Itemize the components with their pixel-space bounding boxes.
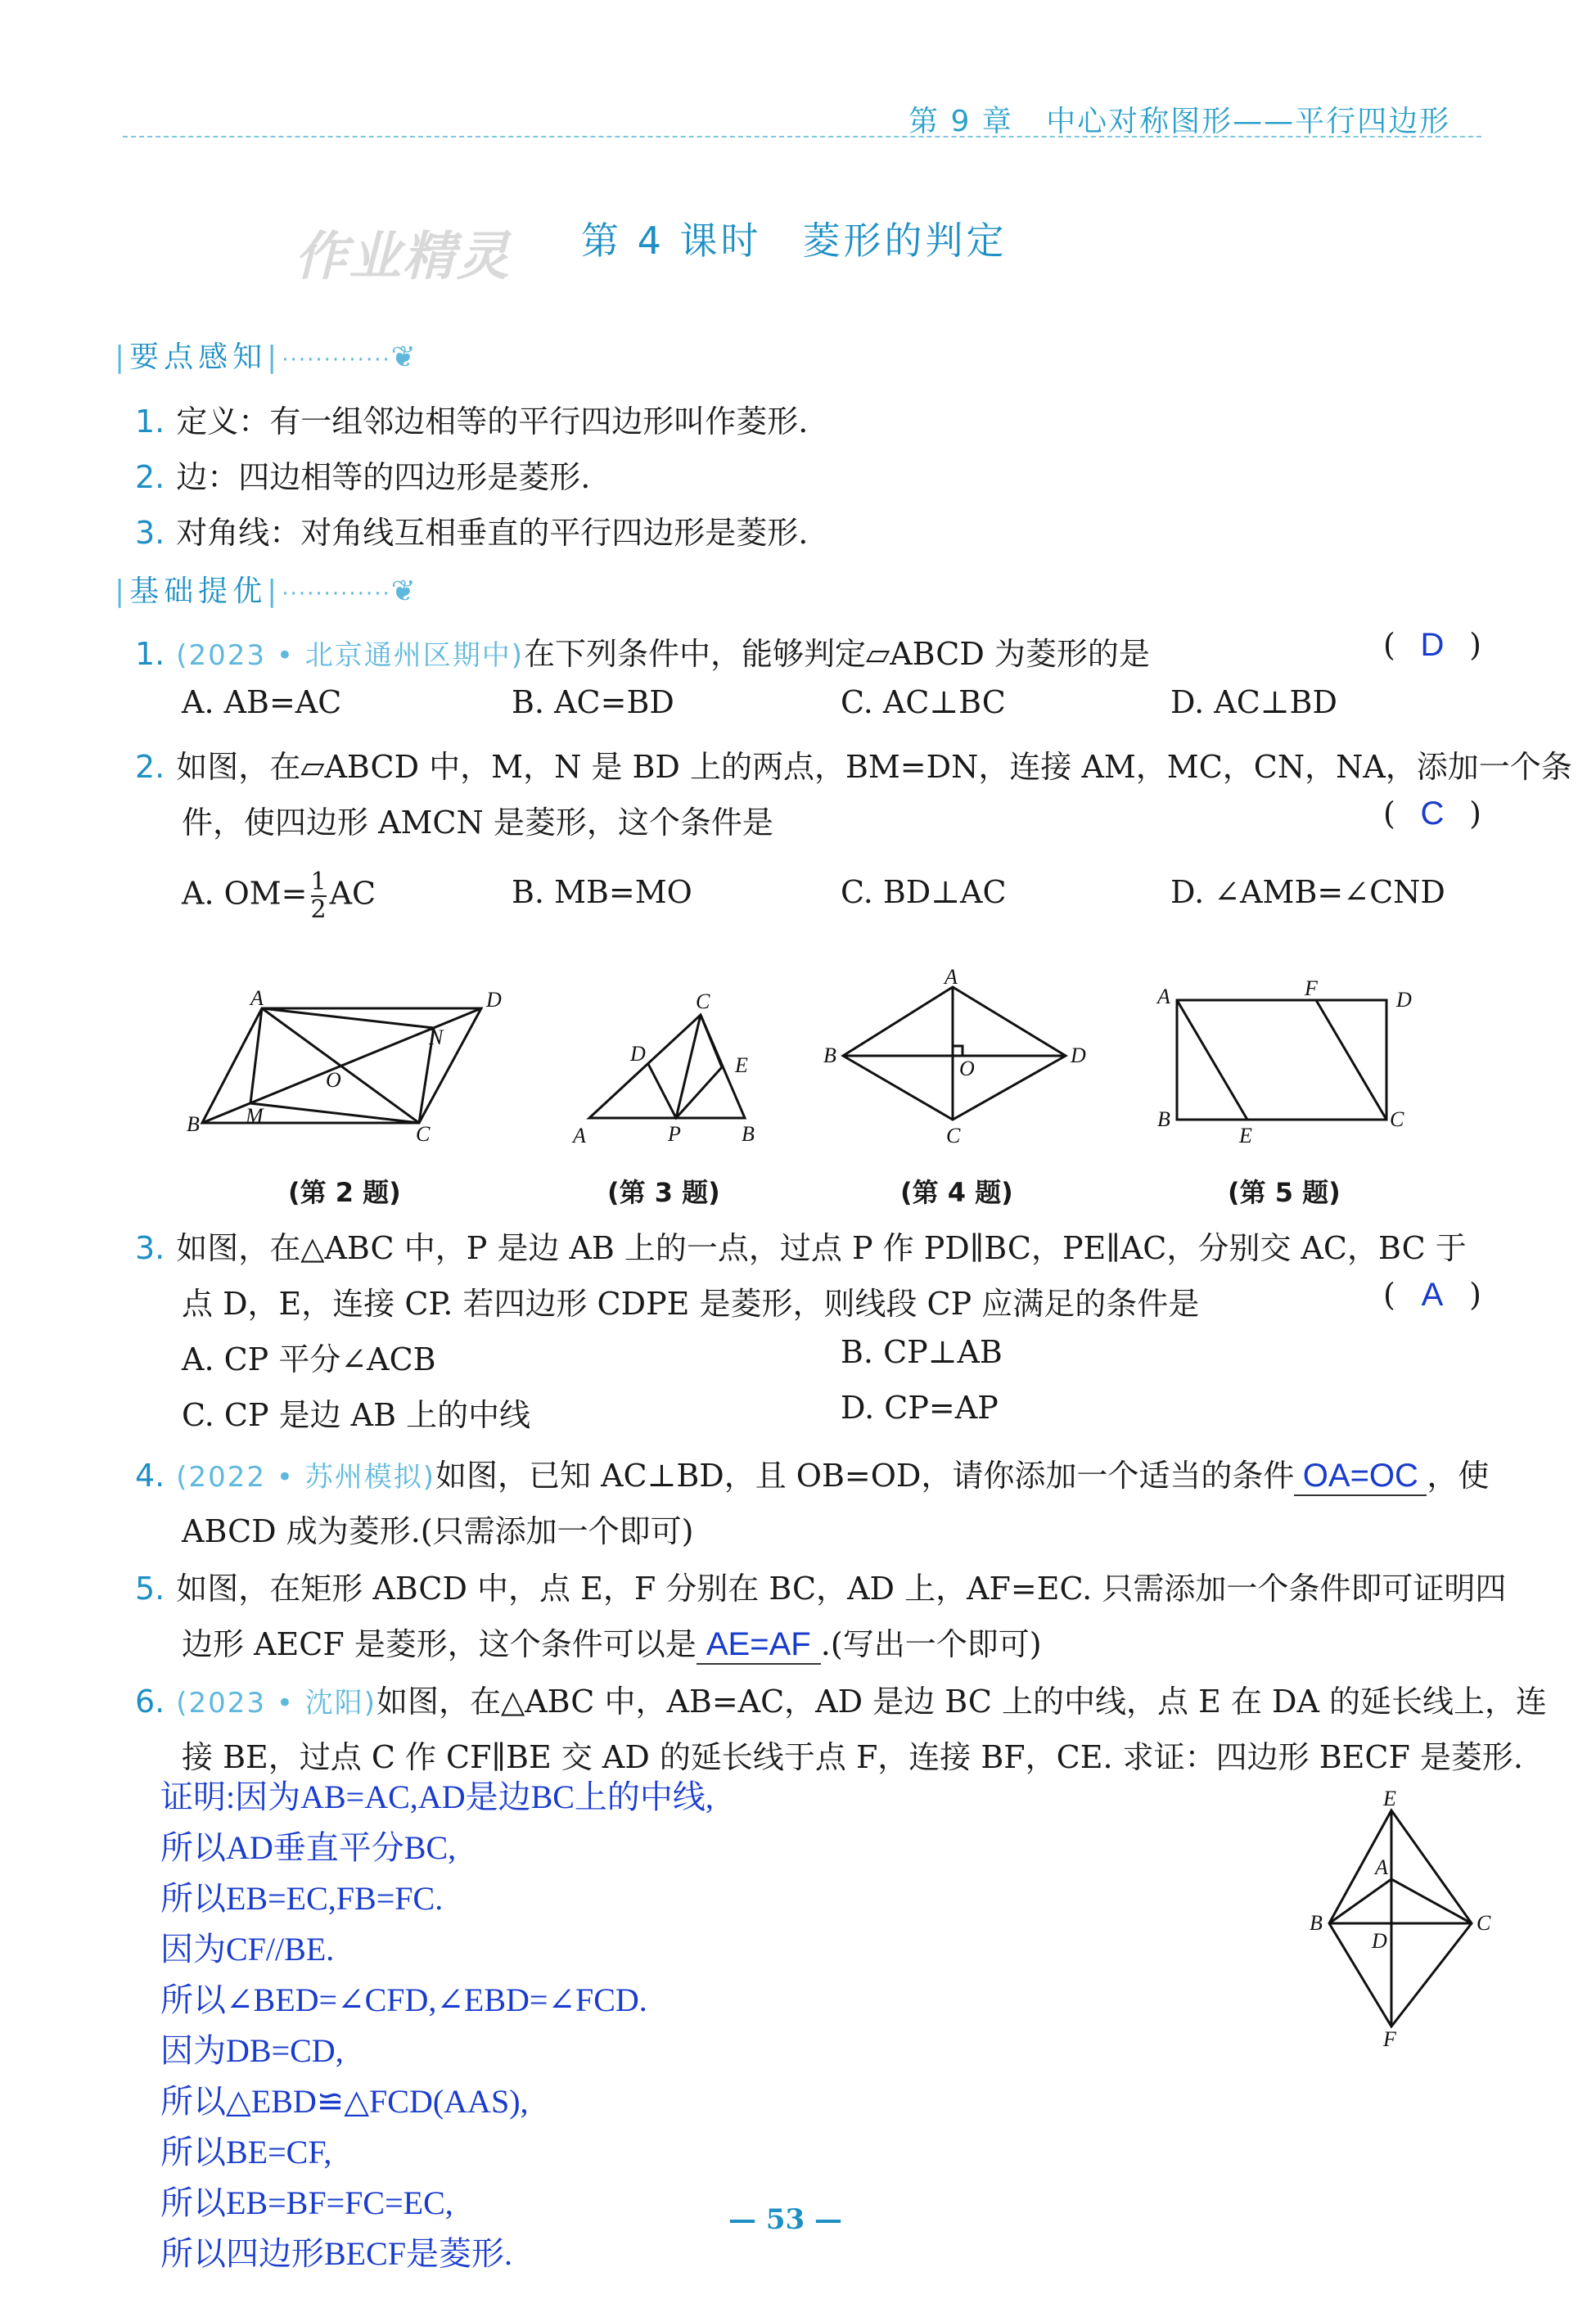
- fig4-right-angle-mark: [953, 1046, 963, 1056]
- proof-line-9: 所以EB=BF=FC=EC,: [160, 2184, 453, 2221]
- fig4-rhombus: [843, 987, 1066, 1120]
- answer-q3: A: [1421, 1277, 1444, 1313]
- fig5-label-f: F: [1305, 976, 1318, 1000]
- watermark-logo: 作业精灵: [295, 227, 511, 287]
- proof-line-1: 证明:因为AB=AC,AD是边BC上的中线,: [160, 1778, 714, 1815]
- q1-option-d: D. AC⊥BD: [1170, 684, 1337, 720]
- sparkle-icon: ❦: [390, 340, 421, 374]
- proof-line-8: 所以BE=CF,: [160, 2134, 332, 2171]
- section-basics: |基础提优|·············❦: [115, 575, 421, 608]
- fig2-label-n: N: [429, 1026, 444, 1049]
- q2-option-a: A. OM= $\frac{1}{2}$ AC: [182, 868, 376, 924]
- question-5: 5. 如图，在矩形 ABCD 中，点 E，F 分别在 BC，AD 上，AF=EC. 只需添加一个条件即可证明四: [135, 1571, 1507, 1607]
- q2-option-d: D. ∠AMB=∠CND: [1170, 874, 1445, 910]
- fig4-label-a: A: [945, 965, 958, 989]
- sparkle-icon: ❦: [390, 575, 421, 608]
- question-5-cont: 边形 AECF 是菱形，这个条件可以是 AE=AF .(写出一个即可): [182, 1619, 1042, 1665]
- fig4-label-d: D: [1071, 1044, 1086, 1067]
- fig5-rectangle: [1177, 1000, 1386, 1120]
- fig6-label-d: D: [1372, 1929, 1387, 1953]
- figure-6: [1293, 1784, 1506, 2062]
- q3-option-a: A. CP 平分∠ACB: [182, 1341, 436, 1377]
- fig4-label-b: B: [823, 1044, 836, 1067]
- section-key-points-label: 要点感知: [129, 340, 268, 374]
- lesson-number: 第 4 课时: [581, 219, 762, 263]
- fig3-label-d: D: [630, 1042, 646, 1066]
- key-point-1: 1. 定义：有一组邻边相等的平行四边形叫作菱形.: [135, 403, 809, 440]
- lesson-topic: 菱形的判定: [802, 219, 1008, 263]
- q2-option-c: C. BD⊥AC: [841, 874, 1007, 910]
- fig5-label-d: D: [1396, 988, 1412, 1012]
- q1-option-c: C. AC⊥BC: [841, 684, 1006, 720]
- question-source: (2022 • 苏州模拟): [176, 1461, 435, 1494]
- question-3-cont: 点 D，E，连接 CP. 若四边形 CDPE 是菱形，则线段 CP 应满足的条件是: [182, 1286, 1200, 1322]
- section-basics-label: 基础提优: [129, 575, 268, 608]
- caption-fig3: (第 3 题): [607, 1177, 720, 1208]
- fig4-label-c: C: [946, 1124, 961, 1147]
- fig5-label-b: B: [1157, 1107, 1170, 1131]
- figure-3: [589, 1015, 745, 1118]
- q1-option-a: A. AB=AC: [182, 684, 342, 720]
- page-number: — 53 —: [728, 2203, 842, 2236]
- fig2-label-o: O: [326, 1068, 341, 1092]
- fig6-label-e: E: [1383, 1787, 1396, 1810]
- figure-5: [1177, 1000, 1386, 1120]
- answer-q4: OA=OC: [1302, 1458, 1418, 1494]
- proof-line-5: 所以∠BED=∠CFD,∠EBD=∠FCD.: [160, 1981, 647, 2018]
- fig3-segment-cp: [676, 1015, 701, 1118]
- fig5-label-e: E: [1239, 1124, 1252, 1147]
- fig2-label-a: A: [250, 986, 264, 1010]
- proof-line-7: 所以△EBD≌△FCD(AAS),: [160, 2083, 529, 2120]
- fig5-label-a: A: [1157, 985, 1170, 1008]
- proof-line-2: 所以AD垂直平分BC,: [160, 1829, 457, 1866]
- q3-option-c: C. CP 是边 AB 上的中线: [182, 1397, 531, 1433]
- question-4: 4. (2022 • 苏州模拟)如图，已知 AC⊥BD，且 OB=OD，请你添加一个适当的条件 OA=OC ，使: [135, 1450, 1489, 1496]
- fig2-label-c: C: [416, 1122, 431, 1146]
- fig6-label-a: A: [1375, 1855, 1388, 1879]
- answer-bracket-1: ( D ): [1383, 627, 1481, 663]
- caption-fig4: (第 4 题): [900, 1177, 1013, 1208]
- fig5-segment-ae: [1177, 1000, 1247, 1120]
- answer-bracket-2: ( C ): [1383, 796, 1481, 832]
- caption-fig5: (第 5 题): [1228, 1177, 1341, 1208]
- fig5-segment-fc: [1316, 1000, 1386, 1120]
- fig3-label-a: A: [573, 1124, 586, 1147]
- q3-option-d: D. CP=AP: [841, 1390, 999, 1426]
- chapter-label: 第 9 章: [908, 105, 1013, 138]
- question-6: 6. (2023 • 沈阳)如图，在△ABC 中，AB=AC，AD 是边 BC 上的中线，点 E 在 DA 的延长线上，连: [135, 1684, 1547, 1720]
- fig2-label-d: D: [486, 988, 502, 1012]
- fig5-label-c: C: [1390, 1107, 1404, 1131]
- question-source: (2023 • 北京通州区期中): [176, 639, 524, 672]
- fig2-label-b: B: [187, 1112, 200, 1136]
- proof-line-3: 所以EB=EC,FB=FC.: [160, 1880, 444, 1917]
- caption-fig2: (第 2 题): [288, 1177, 401, 1208]
- answer-q5: AE=AF: [706, 1626, 811, 1662]
- question-source: (2023 • 沈阳): [176, 1687, 376, 1720]
- question-1: 1. (2023 • 北京通州区期中)在下列条件中，能够判定▱ABCD 为菱形的是: [135, 636, 1150, 672]
- q2-option-b: B. MB=MO: [512, 874, 692, 910]
- q1-option-b: B. AC=BD: [512, 684, 674, 720]
- fig6-label-c: C: [1477, 1911, 1491, 1935]
- fig6-label-b: B: [1310, 1911, 1323, 1935]
- chapter-title: 中心对称图形——平行四边形: [1046, 105, 1451, 138]
- question-4-cont: ABCD 成为菱形.(只需添加一个即可): [182, 1513, 694, 1549]
- fig6-label-f: F: [1383, 2027, 1396, 2051]
- answer-q2: C: [1420, 796, 1445, 832]
- proof-line-4: 因为CF//BE.: [160, 1931, 335, 1968]
- q3-option-b: B. CP⊥AB: [841, 1334, 1003, 1370]
- question-3: 3. 如图，在△ABC 中，P 是边 AB 上的一点，过点 P 作 PD∥BC，PE∥AC，分别交 AC，BC 于: [135, 1230, 1467, 1266]
- fig3-label-b: B: [742, 1122, 755, 1146]
- fig6-rhombus-becf: [1329, 1810, 1472, 2026]
- fig2-label-m: M: [246, 1104, 264, 1128]
- answer-q1: D: [1420, 627, 1445, 663]
- answer-bracket-3: ( A ): [1383, 1277, 1481, 1313]
- fig3-label-c: C: [696, 989, 710, 1013]
- question-6-cont: 接 BE，过点 C 作 CF∥BE 交 AD 的延长线于点 F，连接 BF，CE. 求证：四边形 BECF 是菱形.: [182, 1739, 1523, 1775]
- fig4-label-o: O: [959, 1057, 975, 1080]
- fig3-label-p: P: [668, 1122, 681, 1146]
- question-2-cont: 件，使四边形 AMCN 是菱形，这个条件是: [182, 805, 773, 841]
- key-point-3: 3. 对角线：对角线互相垂直的平行四边形是菱形.: [135, 515, 809, 551]
- fig2-diagonal-ac: [262, 1008, 419, 1123]
- key-point-2: 2. 边：四边相等的四边形是菱形.: [135, 459, 591, 495]
- proof-line-6: 因为DB=CD,: [160, 2032, 344, 2069]
- question-2: 2. 如图，在▱ABCD 中，M，N 是 BD 上的两点，BM=DN，连接 AM，MC，CN，NA，添加一个条: [135, 749, 1572, 785]
- section-key-points: |要点感知|·············❦: [115, 340, 421, 374]
- proof-line-10: 所以四边形BECF是菱形.: [160, 2235, 513, 2272]
- fig3-label-e: E: [735, 1053, 748, 1077]
- figure-4: [843, 987, 1066, 1120]
